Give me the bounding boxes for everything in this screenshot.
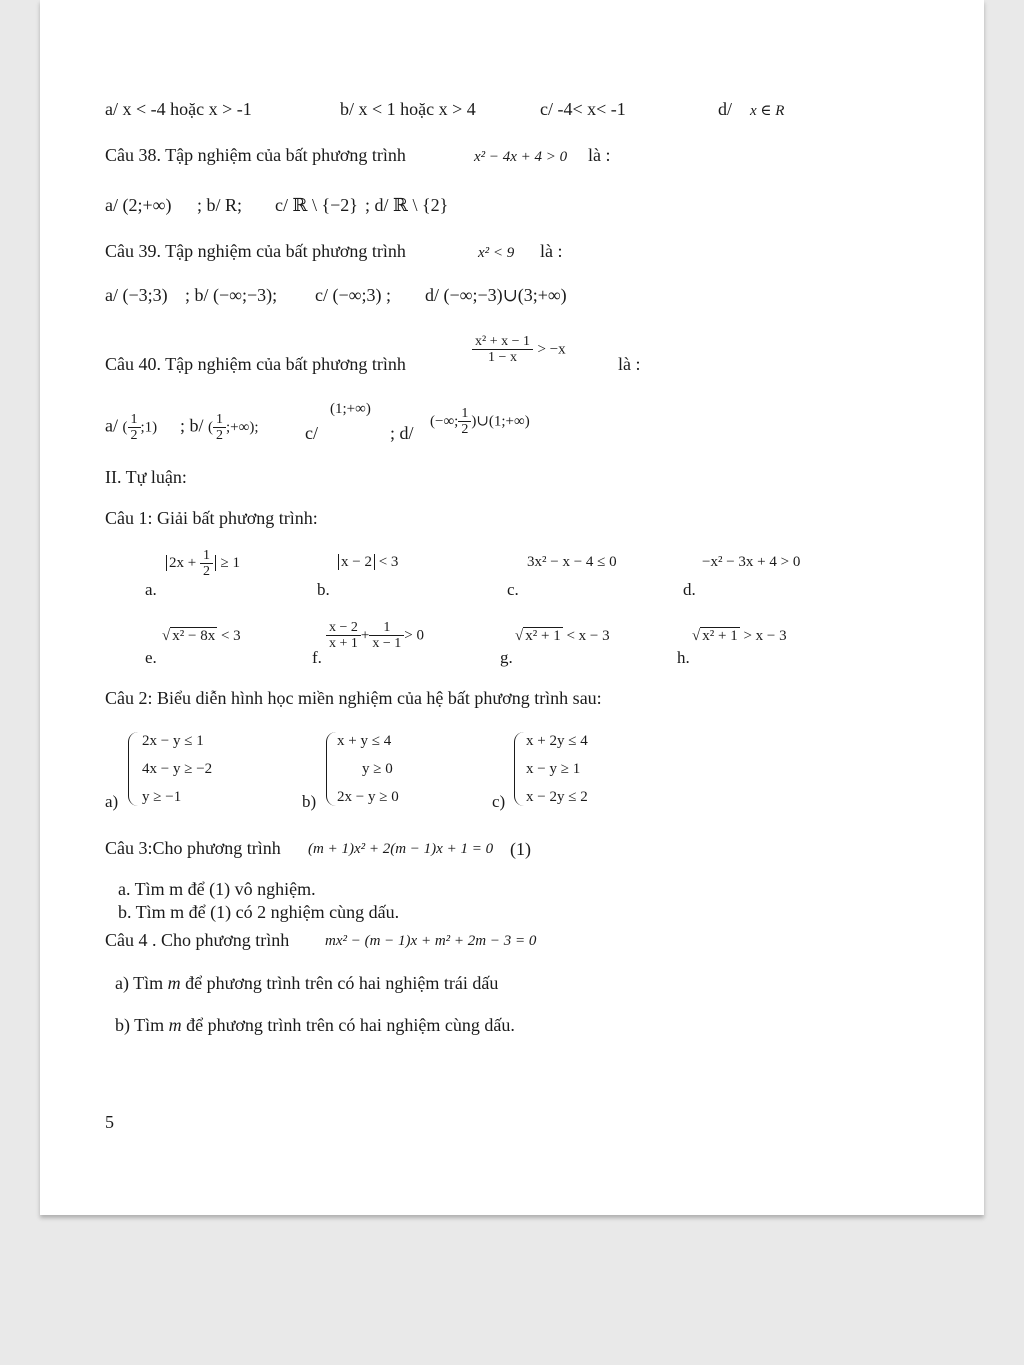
c1-f-den1: x + 1 <box>329 636 358 651</box>
q39-answer-c: c/ (−∞;3) ; <box>315 285 391 305</box>
q38-expr: x² − 4x + 4 > 0 <box>474 149 568 165</box>
c1-f-frac2 <box>369 620 404 651</box>
c4-a-m: m <box>167 973 181 993</box>
c4-expr: mx² − (m − 1)x + m² + 2m − 3 = 0 <box>325 933 537 949</box>
c1-f-expr <box>326 620 424 651</box>
c2-b-line-3: 2x − y ≥ 0 <box>337 789 399 805</box>
q38-answer-a: a/ (2;+∞) <box>105 195 172 215</box>
q40-a-close: ;1) <box>140 419 158 436</box>
q40-fraction <box>472 334 533 365</box>
part2-title: II. Tự luận: <box>105 467 187 487</box>
c4-title: Câu 4 . Cho phương trình <box>105 930 290 950</box>
c3-ref: (1) <box>510 839 531 859</box>
q40-answer-d <box>390 422 414 444</box>
q40-title: Câu 40. Tập nghiệm của bất phương trình <box>105 354 406 374</box>
c1-f-label: f. <box>312 648 322 667</box>
q40-a-half <box>128 412 141 443</box>
c1-f-den2: x − 1 <box>372 636 402 651</box>
q40-answer-a <box>105 412 157 443</box>
q40-d-close: )∪(1;+∞) <box>471 413 530 430</box>
c1-f-num1: x − 2 <box>326 620 361 636</box>
c1-a-half-den: 2 <box>202 564 210 579</box>
c1-b-label: b. <box>317 580 330 599</box>
q39-expr: x² < 9 <box>478 245 515 261</box>
q40-a-half-den: 2 <box>130 428 138 443</box>
q40-a-label: a/ <box>105 415 118 436</box>
c2-a-line-1: 2x − y ≤ 1 <box>142 733 204 749</box>
c1-a-post: ≥ 1 <box>220 554 240 571</box>
q39-suffix: là : <box>540 241 563 261</box>
prev-answer-b: b/ x < 1 hoặc x > 4 <box>340 99 476 119</box>
c4-b-pre: b) Tìm <box>115 1015 165 1035</box>
c1-e-radicand: x² − 8x <box>172 628 216 644</box>
c1-h-label: h. <box>677 648 690 667</box>
c1-e-label: e. <box>145 648 157 667</box>
c1-a-half <box>200 548 213 579</box>
q38-suffix: là : <box>588 145 611 165</box>
prev-answer-c: c/ -4< x< -1 <box>540 99 626 119</box>
q38-answer-b: ; b/ R; <box>197 195 243 215</box>
c1-d-label: d. <box>683 580 696 599</box>
c1-d-expr: −x² − 3x + 4 > 0 <box>702 554 801 570</box>
q38-title: Câu 38. Tập nghiệm của bất phương trình <box>105 145 406 165</box>
c1-h-radicand: x² + 1 <box>702 628 738 644</box>
c2-b-line-1: x + y ≤ 4 <box>337 733 392 749</box>
c2-c-line-2: x − y ≥ 1 <box>526 761 581 777</box>
c1-e-sqrt-sign: √ <box>162 628 171 644</box>
c2-b-line-2: y ≥ 0 <box>362 761 393 777</box>
q39-answer-d: d/ (−∞;−3)∪(3;+∞) <box>425 285 567 305</box>
c1-g-sqrt-sign: √ <box>515 628 524 644</box>
q40-b-half-num: 1 <box>213 412 226 428</box>
c2-a-brace <box>128 732 139 806</box>
c4-b-m: m <box>168 1015 182 1035</box>
c3-item-b: b. Tìm m để (1) có 2 nghiệm cùng dấu. <box>118 902 400 922</box>
c1-f-plus: + <box>360 627 370 644</box>
c1-c-label: c. <box>507 580 519 599</box>
c1-b-abs: x − 2 <box>338 554 375 570</box>
c1-g-expr <box>515 625 610 647</box>
c2-b-label: b) <box>302 792 317 811</box>
c1-a-abs <box>166 548 216 579</box>
c1-a-pre: 2x + <box>169 554 197 571</box>
c3-item-a: a. Tìm m để (1) vô nghiệm. <box>118 879 316 899</box>
q39-answer-a: a/ (−3;3) <box>105 285 168 305</box>
q40-b-open: ( <box>208 419 214 436</box>
q39-answer-b: ; b/ (−∞;−3); <box>185 285 278 305</box>
c3-title: Câu 3:Cho phương trình <box>105 838 281 858</box>
q40-d-expr <box>430 406 530 437</box>
q40-d-open: (−∞; <box>430 413 459 430</box>
q40-inequality <box>472 334 566 365</box>
c1-b-post: < 3 <box>378 554 399 570</box>
q40-d-label: ; d/ <box>390 423 414 443</box>
q40-b-half-den: 2 <box>216 428 224 443</box>
c4-item-b <box>115 1014 515 1036</box>
c2-c-brace <box>514 732 525 806</box>
q38-answer-c: c/ ℝ \ {−2} <box>275 195 358 215</box>
q40-c-expr: (1;+∞) <box>330 401 371 417</box>
q40-rhs: > −x <box>537 341 566 358</box>
c2-c-line-1: x + 2y ≤ 4 <box>526 733 588 749</box>
q40-fraction-denominator: 1 − x <box>488 350 517 365</box>
c4-item-a <box>115 972 498 994</box>
c1-h-post: > x − 3 <box>743 628 787 644</box>
c1-f-frac1 <box>326 620 361 651</box>
c4-a-pre: a) Tìm <box>115 973 164 993</box>
c2-a-line-3: y ≥ −1 <box>142 789 182 805</box>
c2-c-label: c) <box>492 792 506 811</box>
c2-a-label: a) <box>105 792 119 811</box>
c1-h-sqrt-sign: √ <box>692 628 701 644</box>
q40-suffix: là : <box>618 354 641 374</box>
c2-b-brace <box>326 732 337 806</box>
q40-fraction-numerator: x² + x − 1 <box>472 334 533 350</box>
q40-d-half <box>458 406 471 437</box>
prev-answer-d-expr: x ∈ R <box>750 103 785 119</box>
prev-answer-d-label: d/ <box>718 99 733 119</box>
c1-c-expr: 3x² − x − 4 ≤ 0 <box>527 554 617 570</box>
q40-a-half-num: 1 <box>128 412 141 428</box>
c2-title: Câu 2: Biểu diễn hình học miền nghiệm của hệ bất phương trình sau: <box>105 688 602 708</box>
c1-h-expr <box>692 625 787 647</box>
q38-answer-d: ; d/ ℝ \ {2} <box>365 195 449 215</box>
q40-b-half <box>213 412 226 443</box>
c1-e-post: < 3 <box>220 628 241 644</box>
q40-b-close: ;+∞); <box>226 419 259 436</box>
c1-a-expr <box>166 548 240 579</box>
c2-c-line-3: x − 2y ≤ 2 <box>526 789 588 805</box>
c2-a-line-2: 4x − y ≥ −2 <box>142 761 213 777</box>
q39-title: Câu 39. Tập nghiệm của bất phương trình <box>105 241 406 261</box>
c1-e-expr <box>162 625 241 647</box>
c1-a-half-num: 1 <box>200 548 213 564</box>
c1-b-expr <box>338 551 398 573</box>
c1-a-label: a. <box>145 580 157 599</box>
c1-g-radicand: x² + 1 <box>525 628 561 644</box>
q40-c-label: c/ <box>305 423 318 443</box>
page-number: 5 <box>105 1112 114 1132</box>
prev-answer-a: a/ x < -4 hoặc x > -1 <box>105 99 252 119</box>
c3-expr: (m + 1)x² + 2(m − 1)x + 1 = 0 <box>308 841 494 857</box>
q40-d-half-num: 1 <box>458 406 471 422</box>
c4-a-post: để phương trình trên có hai nghiệm trái dấu <box>185 973 499 993</box>
c1-g-post: < x − 3 <box>566 628 610 644</box>
c1-title: Câu 1: Giải bất phương trình: <box>105 508 318 528</box>
q40-d-half-den: 2 <box>461 422 469 437</box>
c1-f-num2: 1 <box>369 620 404 636</box>
q40-answer-b <box>180 412 259 443</box>
c4-b-post: để phương trình trên có hai nghiệm cùng dấu. <box>186 1015 515 1035</box>
document-page <box>40 0 984 1215</box>
c1-g-label: g. <box>500 648 513 667</box>
q40-b-label: ; b/ <box>180 415 204 436</box>
q40-a-open: ( <box>122 419 128 436</box>
c1-f-post: > 0 <box>404 627 424 644</box>
